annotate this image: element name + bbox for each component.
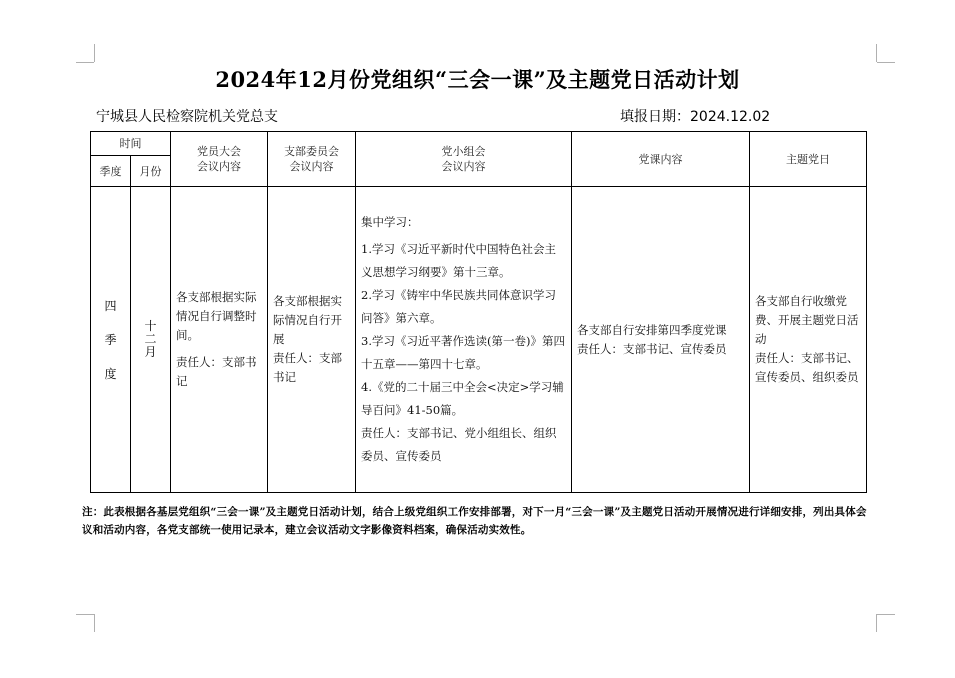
crop-mark-bottom-left xyxy=(94,614,95,632)
header-member-meeting: 党员大会 会议内容 xyxy=(171,132,268,187)
header-group-meeting: 党小组会 会议内容 xyxy=(356,132,572,187)
header-season: 季度 xyxy=(91,156,131,187)
header-time: 时间 xyxy=(91,132,171,156)
header-party-lesson: 党课内容 xyxy=(572,132,750,187)
organization-name: 宁城县人民检察院机关党总支 xyxy=(96,109,278,125)
crop-mark-bottom-right xyxy=(876,614,877,632)
cell-theme-day: 各支部自行收缴党费、开展主题党日活动 责任人：支部书记、宣传委员、组织委员 xyxy=(750,187,867,493)
cell-party-lesson: 各支部自行安排第四季度党课 责任人：支部书记、宣传委员 xyxy=(572,187,750,493)
cell-committee-meeting: 各支部根据实际情况自行开展 责任人：支部书记 xyxy=(268,187,356,493)
document-title: 2024年12月份党组织“三会一课”及主题党日活动计划 xyxy=(215,67,740,92)
header-committee-meeting: 支部委员会 会议内容 xyxy=(268,132,356,187)
crop-mark-top-left xyxy=(94,44,95,62)
crop-mark-top-right xyxy=(877,62,895,63)
cell-member-meeting: 各支部根据实际情况自行调整时间。 责任人：支部书记 xyxy=(171,187,268,493)
crop-mark-top-left xyxy=(76,62,94,63)
footnote: 注：此表根据各基层党组织“三会一课”及主题党日活动计划，结合上级党组织工作安排部署，对下一月“三会一课”及主题党日活动开展情况进行详细安排，列出具体会议和活动内容，各党支部统一使用记录本，建立会议活动文字影像资料档案，确保活动实效性。 xyxy=(82,506,867,536)
header-month: 月份 xyxy=(131,156,171,187)
cell-season: 四 季 度 xyxy=(91,187,131,493)
crop-mark-bottom-left xyxy=(76,614,94,615)
fill-date: 填报日期：2024.12.02 xyxy=(620,109,771,125)
cell-group-meeting: 集中学习： 1.学习《习近平新时代中国特色社会主义思想学习纲要》第十三章。 2.学习《铸牢中华民族共同体意识学习问答》第六章。 3.学习《习近平著作选读(第一卷)》第四十五章——第四十七章。 4.《党的二十届三中全会<决定>学习辅导百问》41-50篇。 责任人：支部书记、党小组组长、组织委员、宣传委员 xyxy=(356,187,572,493)
crop-mark-bottom-right xyxy=(877,614,895,615)
crop-mark-top-right xyxy=(876,44,877,62)
plan-table xyxy=(90,131,867,493)
cell-month: 十 二 月 xyxy=(131,187,171,493)
header-theme-day: 主题党日 xyxy=(750,132,867,187)
